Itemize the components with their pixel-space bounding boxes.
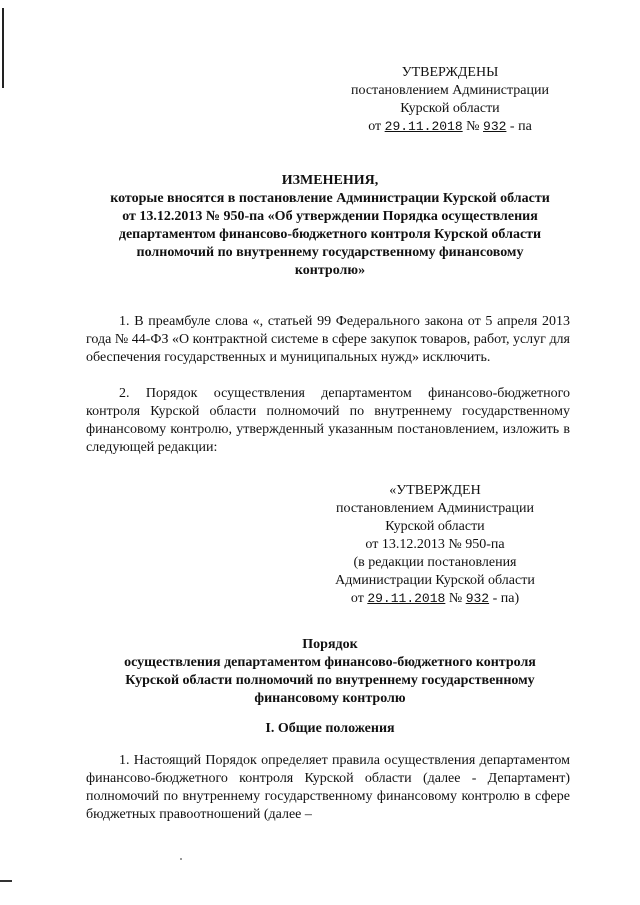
inner-approval-date-line bbox=[300, 590, 570, 608]
changes-line-4: полномочий по внутреннему государственному финансовому bbox=[136, 245, 524, 260]
approval-number: 932 bbox=[483, 119, 507, 134]
inner-approval-date: 29.11.2018 bbox=[367, 591, 446, 606]
procedure-line-2: осуществления департаментом финансово-бюджетного контроля bbox=[124, 655, 536, 670]
changes-line-5: контролю» bbox=[294, 263, 366, 278]
scan-bottom-mark bbox=[0, 880, 12, 882]
section-1-title: I. Общие положения bbox=[265, 721, 395, 736]
changes-line-2: от 13.12.2013 № 950-па «Об утверждении Порядка осуществления bbox=[122, 209, 538, 224]
scan-dot bbox=[180, 858, 182, 860]
approval-date-line bbox=[330, 118, 570, 136]
approval-date-prefix: от bbox=[368, 119, 385, 134]
changes-line-1: которые вносятся в постановление Администрации Курской области bbox=[110, 191, 550, 206]
approval-number-prefix: № bbox=[462, 119, 484, 134]
inner-approval-date-prefix: от bbox=[350, 591, 368, 606]
approval-line-2: постановлением Администрации bbox=[351, 83, 549, 98]
inner-approval-number-suffix: - па) bbox=[489, 591, 520, 606]
paragraph-1: 1. В преамбуле слова «, статьей 99 Федерального закона от 5 апреля 2013 года № 44-ФЗ «О контрактной системе в сфере закупок товаров, работ, услуг для обеспечения государственных и муниципальных нужд» исключить. bbox=[86, 314, 570, 365]
section-1-paragraph-1: 1. Настоящий Порядок определяет правила осуществления департаментом финансово-бюджетного контроля Курской области (далее - Департамент) полномочий по внутреннему государственному финансовому контролю в сфере бюджетных правоотношений (далее – bbox=[86, 753, 570, 822]
approval-title: УТВЕРЖДЕНЫ bbox=[401, 65, 499, 80]
inner-approval-number: 932 bbox=[465, 591, 490, 606]
inner-approval-line-4: от 13.12.2013 № 950-па bbox=[365, 537, 505, 552]
approval-number-suffix: - па bbox=[506, 119, 532, 134]
inner-approval-line-2: постановлением Администрации bbox=[336, 501, 534, 516]
inner-approval-block bbox=[300, 482, 570, 608]
inner-approval-title: «УТВЕРЖДЕН bbox=[389, 483, 481, 498]
approval-date: 29.11.2018 bbox=[384, 119, 463, 134]
inner-approval-line-6: Администрации Курской области bbox=[335, 573, 535, 588]
paragraph-2: 2. Порядок осуществления департаментом финансово-бюджетного контроля Курской области полномочий по внутреннему государственному финансовому контролю, утвержденный указанным постановлением, изложить в следующей редакции: bbox=[86, 386, 570, 455]
changes-title: ИЗМЕНЕНИЯ, bbox=[281, 173, 379, 188]
changes-line-3: департаментом финансово-бюджетного контроля Курской области bbox=[118, 227, 542, 242]
scan-edge-mark bbox=[2, 8, 4, 88]
procedure-line-4: финансовому контролю bbox=[254, 691, 406, 706]
procedure-title: Порядок bbox=[302, 637, 358, 652]
inner-approval-line-3: Курской области bbox=[385, 519, 485, 534]
inner-approval-number-prefix: № bbox=[445, 591, 466, 606]
procedure-line-3: Курской области полномочий по внутреннему государственному bbox=[125, 673, 535, 688]
approval-line-3: Курской области bbox=[400, 101, 500, 116]
approval-block bbox=[330, 64, 570, 136]
procedure-heading bbox=[40, 636, 620, 708]
changes-heading bbox=[40, 172, 620, 280]
inner-approval-line-5: (в редакции постановления bbox=[353, 555, 517, 570]
